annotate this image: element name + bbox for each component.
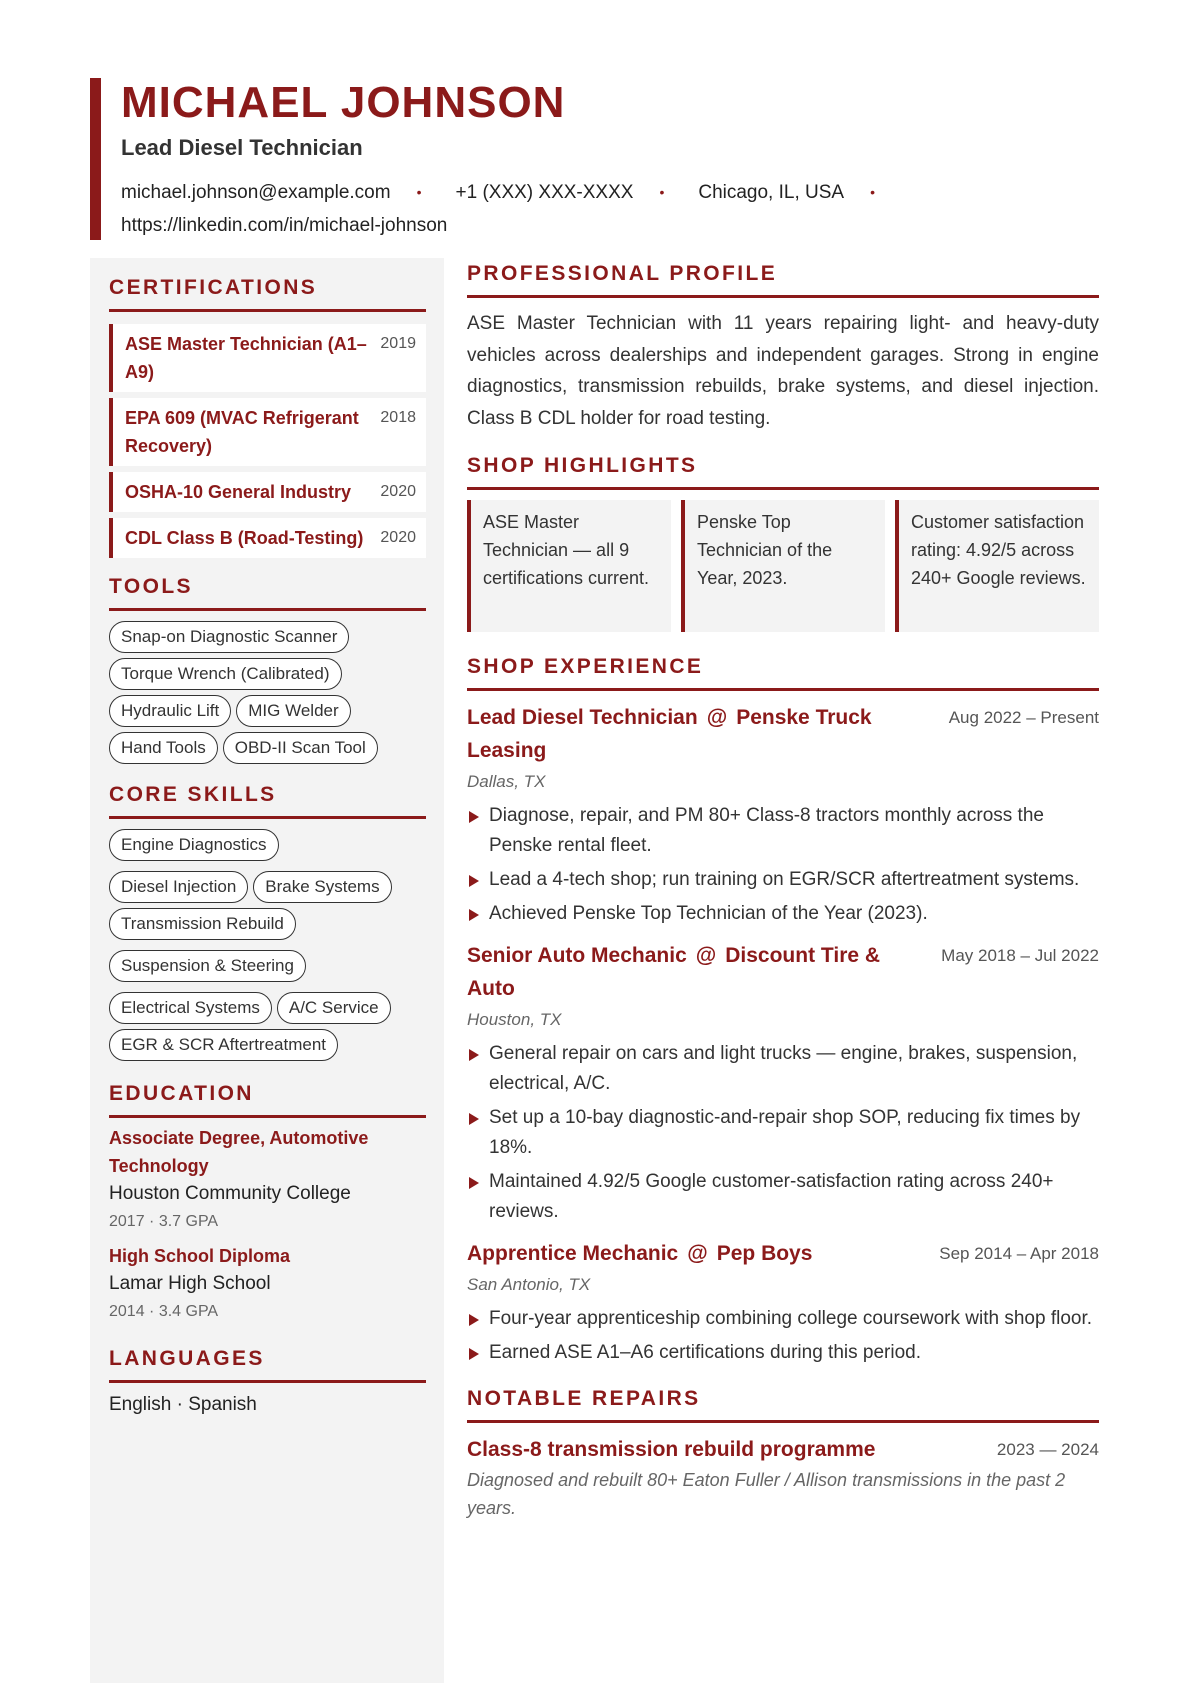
- tool-tag: Snap-on Diagnostic Scanner: [109, 621, 349, 653]
- candidate-name: MICHAEL JOHNSON: [121, 78, 566, 127]
- job-role: Apprentice Mechanic: [467, 1242, 679, 1265]
- skill-tag: Electrical Systems: [109, 992, 272, 1024]
- job-bullets: [467, 1304, 1099, 1368]
- job-location: Dallas, TX: [467, 772, 546, 791]
- certification-name: OSHA-10 General Industry: [125, 482, 352, 502]
- candidate-role: Lead Diesel Technician: [121, 135, 363, 160]
- profile-heading: PROFESSIONAL PROFILE: [467, 261, 1099, 298]
- certification-item: [109, 398, 426, 466]
- school-name: Houston Community College: [109, 1183, 351, 1204]
- job-bullets: [467, 801, 1099, 929]
- resume-header: [90, 78, 1100, 240]
- certifications-heading: CERTIFICATIONS: [109, 275, 426, 312]
- tool-tag: OBD-II Scan Tool: [223, 732, 378, 764]
- linkedin-link[interactable]: https://linkedin.com/in/michael-johnson: [121, 215, 448, 236]
- tool-tag: MIG Welder: [236, 695, 350, 727]
- certification-year: 2018: [380, 409, 416, 426]
- certification-year: 2019: [380, 335, 416, 352]
- job-location: San Antonio, TX: [467, 1275, 591, 1294]
- certification-year: 2020: [380, 529, 416, 546]
- job-bullet: Diagnose, repair, and PM 80+ Class-8 tractors monthly across the Penske rental fleet.: [467, 801, 1099, 861]
- certification-name: ASE Master Technician (A1–A9): [125, 334, 367, 382]
- degree-title: High School Diploma: [109, 1246, 291, 1266]
- at-symbol: @: [687, 1242, 708, 1265]
- languages-text: English · Spanish: [109, 1394, 257, 1415]
- tool-tag: Hand Tools: [109, 732, 218, 764]
- job-bullet: Set up a 10-bay diagnostic-and-repair shop SOP, reducing fix times by 18%.: [467, 1103, 1099, 1163]
- certification-year: 2020: [380, 483, 416, 500]
- job-bullets: [467, 1039, 1099, 1227]
- job-dates: Sep 2014 – Apr 2018: [939, 1244, 1099, 1263]
- education-heading: EDUCATION: [109, 1081, 426, 1118]
- education-item: [109, 1124, 426, 1236]
- certification-name: CDL Class B (Road-Testing): [125, 528, 364, 548]
- highlight-card: Penske Top Technician of the Year, 2023.: [681, 500, 885, 632]
- job-entry: [467, 939, 1099, 1227]
- repair-dates: 2023 — 2024: [996, 1440, 1099, 1459]
- phone-number: +1 (XXX) XXX-XXXX: [455, 182, 634, 203]
- highlight-card: Customer satisfaction rating: 4.92/5 across 240+ Google reviews.: [895, 500, 1099, 632]
- education-item: [109, 1242, 426, 1326]
- certification-item: [109, 472, 426, 512]
- job-dates: Aug 2022 – Present: [948, 708, 1099, 727]
- header-accent-bar: [90, 78, 101, 240]
- sidebar: [90, 258, 444, 1683]
- job-bullet: Four-year apprenticeship combining college coursework with shop floor.: [467, 1304, 1099, 1334]
- job-role: Lead Diesel Technician: [467, 706, 698, 729]
- skill-tag: Brake Systems: [253, 871, 391, 903]
- job-company: Penske Truck Leasing: [467, 706, 872, 762]
- certifications-list: [109, 324, 426, 558]
- certification-item: [109, 324, 426, 392]
- core-skills-heading: CORE SKILLS: [109, 782, 426, 819]
- degree-title: Associate Degree, Automotive Technology: [109, 1128, 369, 1176]
- experience-heading: SHOP EXPERIENCE: [467, 654, 1099, 691]
- profile-summary: ASE Master Technician with 11 years repairing light- and heavy-duty vehicles across dealerships and independent garages. Strong in engine diagnostics, transmission rebuilds, brake systems, and diesel injection. Class B CDL holder for road testing.: [467, 313, 1099, 429]
- at-symbol: @: [706, 706, 728, 729]
- job-title: [467, 701, 907, 767]
- certification-name: EPA 609 (MVAC Refrigerant Recovery): [125, 408, 359, 456]
- highlights-heading: SHOP HIGHLIGHTS: [467, 453, 1099, 490]
- highlights-list: [467, 500, 1099, 632]
- languages-heading: LANGUAGES: [109, 1346, 426, 1383]
- separator-dot: •: [416, 184, 422, 200]
- job-entry: [467, 701, 1099, 929]
- separator-dot: •: [870, 184, 875, 200]
- repair-description: Diagnosed and rebuilt 80+ Eaton Fuller / Allison transmissions in the past 2 years.: [467, 1470, 1066, 1518]
- job-title: [467, 939, 907, 1005]
- skill-tag: A/C Service: [277, 992, 391, 1024]
- job-company: Discount Tire & Auto: [467, 944, 881, 1000]
- tool-tag: Hydraulic Lift: [109, 695, 231, 727]
- repair-item: [467, 1433, 1099, 1522]
- education-meta: 2017 · 3.7 GPA: [109, 1213, 219, 1230]
- notable-repairs-heading: NOTABLE REPAIRS: [467, 1386, 1099, 1423]
- skills-list: [109, 829, 426, 1061]
- tool-tag: Torque Wrench (Calibrated): [109, 658, 342, 690]
- tools-heading: TOOLS: [109, 574, 426, 611]
- job-title: [467, 1237, 907, 1270]
- job-entry: [467, 1237, 1099, 1368]
- job-location: Houston, TX: [467, 1010, 562, 1029]
- location-text: Chicago, IL, USA: [698, 182, 845, 203]
- tools-list: [109, 621, 426, 764]
- job-bullet: Achieved Penske Top Technician of the Year (2023).: [467, 899, 1099, 929]
- job-bullet: Lead a 4-tech shop; run training on EGR/SCR aftertreatment systems.: [467, 865, 1099, 895]
- education-meta: 2014 · 3.4 GPA: [109, 1303, 219, 1320]
- job-bullet: Maintained 4.92/5 Google customer-satisfaction rating across 240+ reviews.: [467, 1167, 1099, 1227]
- skill-tag: Engine Diagnostics: [109, 829, 279, 861]
- at-symbol: @: [695, 944, 717, 967]
- contact-info: [121, 176, 1081, 242]
- main-column: [467, 258, 1099, 1522]
- job-role: Senior Auto Mechanic: [467, 944, 687, 967]
- repair-title: Class-8 transmission rebuild programme: [467, 1438, 876, 1461]
- job-company: Pep Boys: [716, 1242, 813, 1265]
- certification-item: [109, 518, 426, 558]
- education-list: [109, 1124, 426, 1326]
- job-bullet: Earned ASE A1–A6 certifications during this period.: [467, 1338, 1099, 1368]
- school-name: Lamar High School: [109, 1273, 271, 1294]
- separator-dot: •: [659, 184, 665, 200]
- email-link[interactable]: michael.johnson@example.com: [121, 182, 391, 203]
- highlight-card: ASE Master Technician — all 9 certifications current.: [467, 500, 671, 632]
- skill-tag: Suspension & Steering: [109, 950, 306, 982]
- skill-tag: Diesel Injection: [109, 871, 248, 903]
- job-dates: May 2018 – Jul 2022: [941, 946, 1099, 965]
- job-bullet: General repair on cars and light trucks — engine, brakes, suspension, electrical, A/C.: [467, 1039, 1099, 1099]
- skill-tag: EGR & SCR Aftertreatment: [109, 1029, 338, 1061]
- skill-tag: Transmission Rebuild: [109, 908, 296, 940]
